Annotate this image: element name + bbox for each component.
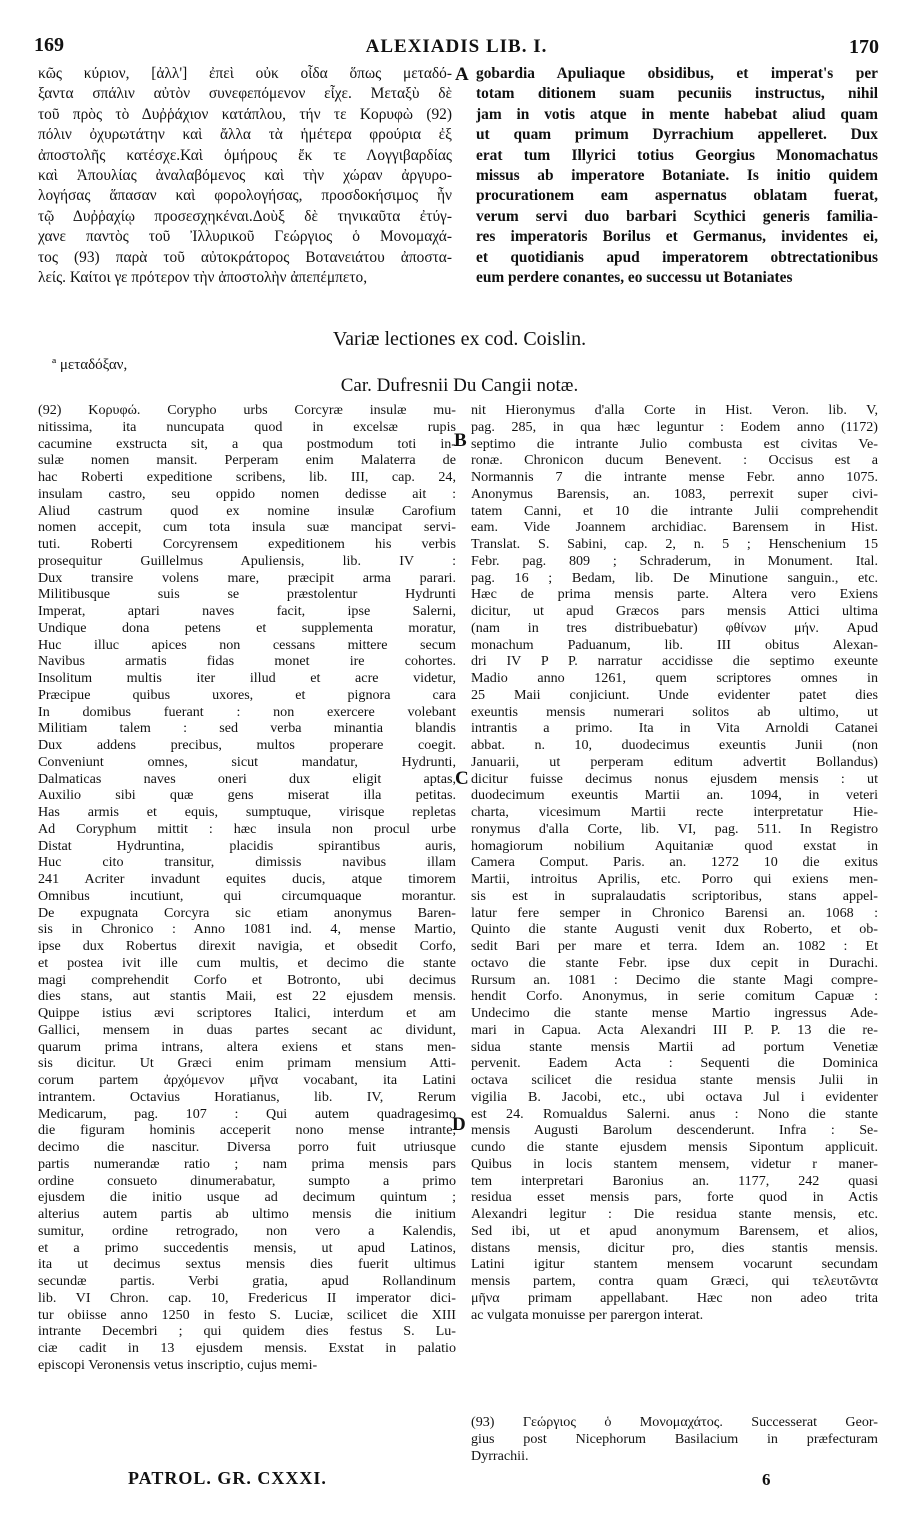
text-line: sedit Bari per mare et terra. Idem an. 1082 : Et — [471, 938, 878, 954]
text-line: pervenit. Eadem Acta : Sequenti die Dominica — [471, 1055, 878, 1072]
text-line: intrantis a primo. Ita in Vita Arnoldi Catanei — [471, 720, 878, 737]
text-line: τῷ Δυῤῥαχίῳ προσεσχηκέναι.Δοὺξ δὲ τηνικαῦτα ἐτύγ- — [38, 207, 452, 225]
text-line: nomen accepit, cum tota insula suæ mancipat servi- — [38, 519, 456, 536]
text-line: octavo die stante Febr. ipse dux cepit in Durachi. — [471, 954, 878, 971]
text-line: 241 Acriter invadunt equites ducis, atque timorem — [38, 871, 456, 887]
text-line: duodecimum exeuntis Martii an. 1094, in veteri — [471, 787, 878, 804]
text-line: mensis Augusti Barolum descenderunt. Infra : Se- — [471, 1122, 878, 1139]
variae-lectiones-heading: Variæ lectiones ex cod. Coislin. — [332, 328, 587, 350]
text-line: Præcipue quibus uxores, et pignora cara — [38, 686, 456, 703]
text-line: residua esset mensis pars, forte quod in Actis — [471, 1189, 878, 1206]
text-line: ipse dux Robertus direxit navigia, et obsedit Corfo, — [38, 938, 456, 954]
text-line: Sed ibi, ut et apud anonymum Barensem, et alios, — [471, 1222, 878, 1239]
text-line: decimo die nascitur. Diversa porro fuit utriusque — [38, 1139, 456, 1155]
text-line: episcopi Veronensis vetus inscriptio, cujus memi- — [38, 1356, 318, 1373]
text-line: Hæc de prima mensis parte. Altera vero Exiens — [471, 586, 878, 603]
text-line: ronymus d'alla Corte, lib. VI, pag. 511. In Registro — [471, 820, 878, 837]
margin-letter-b: B — [454, 430, 467, 451]
text-line: Januarii, ut perperam editum advertit Bollandus) — [471, 753, 878, 770]
text-line: Alexandri legitur : Die residua stante mensis, etc. — [471, 1206, 878, 1222]
text-line: lib. VI Chron. cap. 10, Fredericus II imperator dici- — [38, 1289, 456, 1306]
text-line: In domibus fuerant : non exercere volebant — [38, 703, 456, 720]
text-line: pag. 16 ; Bedam, lib. De Minutione sanguin., etc. — [471, 569, 878, 586]
text-line: sis dicitur. Ut Græci enim primam mensium Atti- — [38, 1055, 456, 1072]
text-line: Translat. S. Sabini, cap. 2, n. 5 ; Henschenium 15 — [471, 536, 878, 552]
text-line: Insolitum multis iter illud et acre videtur, — [38, 670, 456, 686]
text-line: Gallici, mensem in duas partes secant ac dividunt, — [38, 1021, 456, 1038]
text-line: gius post Nicephorum Basilacium in præfecturam — [471, 1430, 878, 1447]
text-line: Dalmaticas naves oneri dux eligit aptas, — [38, 770, 456, 787]
page-header — [34, 34, 879, 58]
text-line: μῆνα primam appellabant. Hæc non adeo trita — [471, 1289, 878, 1306]
text-line: missus ab imperatore Botaniate. Is initio quidem — [476, 167, 878, 185]
text-line: τος (93) παρὰ τοῦ αὐτοκράτορος Βοτανειάτου ἀποστα- — [38, 248, 452, 266]
text-line: Distat Hydruntina, placidis spirantibus auris, — [38, 837, 456, 854]
text-line: intrante Decembri ; qui quidem dies festus S. Lu- — [38, 1323, 456, 1340]
text-line: sis in Chronico : Anno 1081 ind. 4, mense Martio, — [38, 921, 456, 938]
margin-letter-c: C — [455, 768, 469, 789]
text-line: partis numerandæ ratio ; nam prima mensis pars — [38, 1155, 456, 1172]
text-line: et postea ivit ille cum multis, et decimo die stante — [38, 954, 456, 971]
greek-text-column — [38, 64, 452, 288]
text-line: Quippe istius ævi scriptores Italici, interdum et am — [38, 1005, 456, 1021]
text-line: Normannis 7 die intrante mense Febr. anno 1075. — [471, 469, 878, 485]
text-line: hendit Corfo. Anonymus, in serie comitum Capuæ : — [471, 988, 878, 1005]
text-line: (92) Κορυφώ. Corypho urbs Corcyræ insulæ mu- — [38, 402, 456, 418]
text-line: Huc cito transitur, dimissis navibus illam — [38, 854, 456, 871]
text-line: dicitur, ut apud Græcos pars mensis Attici ultima — [471, 603, 878, 619]
page-number-left: 169 — [34, 34, 64, 56]
text-line: secundæ partis. Verbi gratia, apud Rollandinum — [38, 1273, 456, 1289]
text-line: Huc illuc apices non cessans mittere secum — [38, 636, 456, 653]
text-line: Anonymus Barensis, an. 1083, perrexit super civi- — [471, 485, 878, 502]
text-line: quarum prima intrans, altera exiens et stans men- — [38, 1038, 456, 1055]
text-line: septimo die intrante Julio combusta est civitas Ve- — [471, 435, 878, 452]
text-line: ita ut decimus sextus mensis dies fuerit ultimus — [38, 1256, 456, 1273]
text-line: ciæ cadit in 13 ejusdem mensis. Exstat in palatio — [38, 1340, 456, 1356]
notes-heading: Car. Dufresnii Du Cangii notæ. — [340, 375, 579, 396]
text-line: latur fere semper in Chronico Barensi an. 1068 : — [471, 904, 878, 921]
text-line: Conveniunt omnes, sicut mandatur, Hydrunti, — [38, 753, 456, 770]
text-line: exeuntis mensis numerari solitos ab ultimo, ut — [471, 703, 878, 720]
text-line: corum partem ἀρχόμενον μῆνα vocabant, ita Latini — [38, 1072, 456, 1088]
text-line: die figuram hominis acceperit nono mense intrante, — [38, 1122, 456, 1139]
text-line: eum perdere conantes, eo successu ut Botaniates — [476, 269, 793, 287]
text-line: καὶ Ἀπουλίας ἀναλαβόμενος καὶ τὴν χώραν ἀργυρο- — [38, 167, 452, 185]
text-line: Camera Comput. Paris. an. 1272 10 die exitus — [471, 854, 878, 871]
text-line: alterius autem partis ab ultimo mensis die initium — [38, 1206, 456, 1222]
text-line: sulæ nomen mansit. Perperam enim Malaterra de — [38, 452, 456, 469]
text-line: ronæ. Chronicon ducum Benevent. : Occisus est a — [471, 452, 878, 469]
text-line: et a primo succedentis mensis, ut apud Latinos, — [38, 1239, 456, 1256]
text-line: 25 Maii conjiciunt. Unde evidenter patet dies — [471, 686, 878, 703]
text-line: dies stans, aut stantis Maii, est 22 ejusdem mensis. — [38, 988, 456, 1005]
text-line: magi comprehendit Corfo et Botronto, ubi decimus — [38, 971, 456, 988]
text-line: dicitur fuisse decimus nonus ejusdem mensis : ut — [471, 770, 878, 787]
text-line: Ad Coryphum mittit : hæc insula non procul urbe — [38, 820, 456, 837]
text-line: homagiorum nobilium Aquitaniæ quod exstat in — [471, 837, 878, 854]
footer-sheet-number: 6 — [762, 1470, 771, 1489]
text-line: ordine consueto dinumerabatur, sumpto a primo — [38, 1172, 456, 1189]
text-line: res imperatoris Borilus et Germanus, invidentes ei, — [476, 228, 878, 246]
text-line: octava scilicet die residua stante mensis Julii in — [471, 1072, 878, 1088]
text-line: κῶς κύριον, [ἀλλ'] ἐπεὶ οὐκ οἶδα ὅπως μεταδό- — [38, 65, 452, 82]
text-line: procurationem eam aspernatus oblatam fuerat, — [476, 187, 878, 205]
text-line: Navibus armatis fidas monet ire cohortes. — [38, 653, 456, 670]
latin-translation-column — [476, 64, 878, 288]
text-line: De expugnata Corcyra sic etiam anonymus Baren- — [38, 904, 456, 921]
text-line: τοῦ πρὸς τὸ Δυῤῥάχιον κατάπλου, τήν τε Κορυφὼ (92) — [38, 105, 452, 123]
text-line: Aliud castrum quod ex nomine insulæ Carofium — [38, 502, 456, 519]
text-line: nitissima, ita nuncupata quod in excelsæ rupis — [38, 418, 456, 435]
text-line: monachum Paduanum, lib. III obitus Alexan- — [471, 636, 878, 653]
text-line: cacumine exstructa sit, a qua postmodum toti in- — [38, 435, 456, 452]
text-line: tatem Canni, et 10 die intrante Julii comprehendit — [471, 502, 878, 519]
text-line: totam ditionem suam pecuniis instructus, nihil — [476, 85, 878, 103]
text-line: (93) Γεώργιος ὁ Μονομαχάτος. Successerat Geor- — [471, 1414, 878, 1430]
footer-signature: PATROL. GR. CXXXI. — [128, 1468, 327, 1488]
text-line: erat tum Illyrici totius Georgius Monomachatus — [476, 146, 878, 164]
text-line: Imperat, aptari naves facit, ipse Salerni, — [38, 603, 456, 619]
text-line: ἀποστολῆς κατέσχε.Καὶ ὁμήρους ἔκ τε Λογγιβαρδίας — [38, 146, 452, 164]
text-line: Militibusque suis se præstolentur Hydrunti — [38, 586, 456, 603]
text-line: Quinto die stante Augusti venit dux Roberto, et ob- — [471, 921, 878, 938]
text-line: Has armis et equis, sumptuque, virisque repletas — [38, 804, 456, 820]
text-line: ac vulgata monuisse per parergon interat. — [471, 1306, 704, 1323]
margin-letter-a: A — [455, 64, 469, 85]
text-line: (nam in tres distribuebatur) φθίνων μήν. Apud — [471, 619, 878, 636]
text-line: mari in Capua. Acta Alexandri III P. P. 13 die re- — [471, 1021, 878, 1038]
text-line: hac Roberti expeditione scribens, lib. III, cap. 24, — [38, 469, 456, 485]
text-line: sumitur, ordine retrogrado, non vero a Kalendis, — [38, 1222, 456, 1239]
page-number-right: 170 — [849, 36, 879, 58]
text-line: abbat. n. 10, duodecimus exeuntis Junii (non — [471, 737, 878, 753]
text-line: est 24. Romualdus Salerni. anus : Nono die stante — [471, 1105, 878, 1122]
text-line: Dux addens precibus, multos properare coegit. — [38, 737, 456, 753]
text-line: λογήσας ἅπασαν καὶ φορολογήσας, προσδοκήσιμος ἦν — [38, 187, 452, 205]
text-line: intrantem. Octavius Horatianus, lib. IV, Rerum — [38, 1088, 456, 1105]
text-line: πόλιν ὀχυρωτάτην καὶ ἄλλα τὰ ἡμέτερα φρούρια ἐξ — [38, 126, 452, 144]
text-line: Quibus in locis stantem mensem, videtur r maner- — [471, 1155, 878, 1172]
text-line: cundo die stante ejusdem mensis Sipontum applicuit. — [471, 1139, 878, 1155]
text-line: Undecimo die stante mense Martio ingressus Ade- — [471, 1005, 878, 1021]
text-line: Febr. pag. 809 ; Schraderum, in Monument. Ital. — [471, 552, 878, 569]
text-line: charta, vicesimum Martii recte interpretatur Hie- — [471, 804, 878, 820]
text-line: jam in votis atque in mente habebat aliud quam — [476, 105, 878, 123]
text-line: tur obiisse anno 1250 in festo S. Luciæ, scilicet die XIII — [38, 1306, 456, 1323]
text-line: Auxilio sibi quæ gens miserat illa petitas. — [38, 787, 456, 804]
margin-letter-d: D — [452, 1114, 466, 1135]
text-line: verum servi duo barbari Scythici generis familia- — [476, 207, 878, 225]
text-line: Militiam talem : sed verba minantia blandis — [38, 720, 456, 737]
text-line: Martii, introitus Aprilis, etc. Porro qui exiens men- — [471, 871, 878, 887]
variant-reading-footnote: ª μεταδόξαν, — [52, 357, 128, 373]
text-line: Undique dona petens et supplementa moratur, — [38, 619, 456, 636]
text-line: nit Hieronymus d'alla Corte in Hist. Veron. lib. V, — [471, 402, 878, 418]
text-line: distans mensis, dicitur pro, dies stantis mensis. — [471, 1239, 878, 1256]
text-line: Rursum an. 1081 : Decimo die stante Magi compre- — [471, 971, 878, 988]
text-line: pag. 285, in qua hæc leguntur : Eodem anno (1172) — [471, 418, 878, 435]
text-line: sis est in supralaudatis scriptoribus, stans appel- — [471, 887, 878, 904]
text-line: χανε παντὸς τοῦ Ἰλλυρικοῦ Γεώργιος ὁ Μονομαχά- — [38, 228, 452, 246]
text-line: Omnibus incutiunt, qui circumquaque morantur. — [38, 887, 456, 904]
text-line: gobardia Apuliaque obsidibus, et imperat's per — [476, 65, 878, 82]
text-line: tuti. Roberti Corcyrensem expeditionem his verbis — [38, 536, 456, 552]
text-line: sidua stante mensis Martii ad portum Venetiæ — [471, 1038, 878, 1055]
text-line: Dux transire volens mare, præcipit arma parari. — [38, 569, 456, 586]
text-line: ξαντα σπάλιν αὐτὸν συνεφεπόμενον εἶχε. Μεταξὺ δὲ — [38, 85, 452, 103]
notes-left-column — [38, 402, 456, 1374]
notes-right-column — [471, 402, 878, 1323]
text-line: Latini igitur stantem mensem vocarunt secundam — [471, 1256, 878, 1273]
text-line: Madio anno 1261, quem scriptores omnes in — [471, 670, 878, 686]
running-title: ALEXIADIS LIB. I. — [365, 36, 548, 57]
text-line: tem interpretari Baronius an. 1177, 242 quasi — [471, 1172, 878, 1189]
text-line: Medicarum, pag. 107 : Qui autem quadragesimo — [38, 1105, 456, 1122]
text-line: ejusdem die initio usque ad decimum quintum ; — [38, 1189, 456, 1206]
text-line: λείς. Καίτοι γε πρότερον τὴν ἀποστολὴν ἀπεπέμπετο, — [38, 269, 368, 287]
text-line: mensis partem, contra quam Græci, qui τελευτῶντα — [471, 1273, 878, 1289]
text-line: vigilia B. Jacobi, etc., ubi octava Jul i evidenter — [471, 1088, 878, 1105]
text-line: dri IV P P. narratur accidisse die septimo exeunte — [471, 653, 878, 670]
text-line: prosequitur Guillelmus Apuliensis, lib. IV : — [38, 552, 456, 569]
text-line: et quotidianis apud imperatorem obtrectationibus — [476, 248, 878, 266]
text-line: eam. Vide Joannem archidiac. Barensem in Hist. — [471, 519, 878, 536]
text-line: ut quam primum Dyrrachium appelleret. Dux — [476, 126, 878, 144]
text-line: Dyrrachii. — [471, 1447, 529, 1464]
text-line: insulam castro, seu oppido nomen dedisse ait : — [38, 485, 456, 502]
note-93 — [471, 1414, 878, 1464]
